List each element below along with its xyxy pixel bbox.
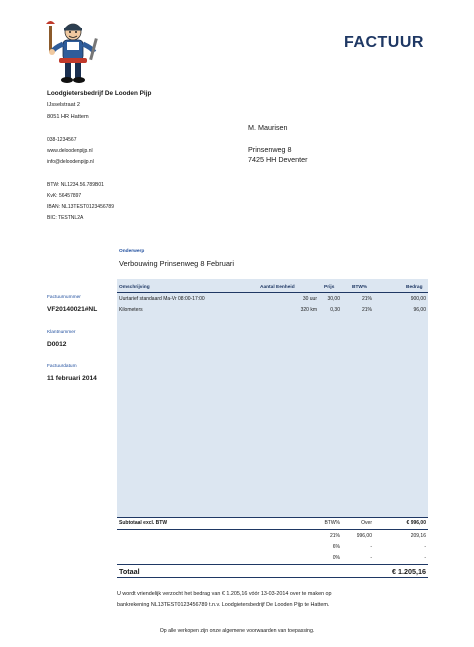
vat-rate: 0% xyxy=(332,555,340,561)
table-row-description: Uurtarief standaard Ma-Vr 08:00-17:00 xyxy=(119,296,205,302)
invoice-number-label: Factuurnummer xyxy=(47,295,81,300)
document-title: FACTUUR xyxy=(344,34,424,51)
terms-footer: Op alle verkopen zijn onze algemene voorwaarden van toepassing. xyxy=(159,628,315,634)
totals-rule-total xyxy=(117,564,428,565)
customer-address xyxy=(248,145,308,165)
totals-col-over: Over xyxy=(361,520,372,526)
subtotal-label: Subtotaal excl. BTW xyxy=(119,520,168,526)
vat-amount: 209,16 xyxy=(410,533,426,539)
company-website: www.deloodenpijp.nl xyxy=(47,148,93,154)
vat-over: 996,00 xyxy=(356,533,372,539)
vat-amount: - xyxy=(424,555,426,561)
company-email: info@deloodenpijp.nl xyxy=(47,159,94,165)
customer-number-label: Klantnummer xyxy=(47,330,76,335)
header-amount: Bedrag xyxy=(406,285,423,290)
company-bic: BIC: TESTNL2A xyxy=(47,215,84,221)
table-row-vat: 21% xyxy=(361,307,372,313)
subject-value: Verbouwing Prinsenweg 8 Februari xyxy=(119,259,235,268)
company-btw: BTW: NL1234.56.789B01 xyxy=(47,182,104,188)
subtotal-amount: € 996,00 xyxy=(406,520,426,526)
vat-over: - xyxy=(370,544,372,550)
payment-note-line2: bankrekening NL13TEST0123456789 t.n.v. Loodgietersbedrijf De Looden Pijp te Hattem. xyxy=(117,602,330,608)
payment-note xyxy=(117,589,447,611)
table-row-amount: 900,00 xyxy=(410,296,426,302)
customer-city: 7425 HH Deventer xyxy=(248,155,308,164)
customer-name: M. Maurisen xyxy=(248,123,288,132)
table-row-quantity: 30 uur xyxy=(302,296,317,302)
company-registration xyxy=(47,180,114,224)
invoice-number: VF20140021#NL xyxy=(47,306,98,313)
table-row-description: Kilometers xyxy=(119,307,143,313)
company-name: Loodgietersbedrijf De Looden Pijp xyxy=(47,90,152,97)
totals-rule-top xyxy=(117,517,428,518)
table-row-amount: 96,00 xyxy=(413,307,426,313)
company-address-line1: IJsselstraat 2 xyxy=(47,102,80,108)
company-logo xyxy=(46,18,100,86)
invoice-date: 11 februari 2014 xyxy=(47,375,97,382)
company-kvk: KvK: 56457897 xyxy=(47,193,82,199)
customer-street: Prinsenweg 8 xyxy=(248,145,292,154)
table-row-price: 0,30 xyxy=(330,307,340,313)
table-row-quantity: 320 km xyxy=(300,307,317,313)
table-row-price: 30,00 xyxy=(327,296,340,302)
total-amount: € 1.205,16 xyxy=(392,567,426,576)
payment-note-line1: U wordt vriendelijk verzocht het bedrag van € 1.205,16 vóór 13-03-2014 over te maken op xyxy=(117,591,332,597)
header-rule xyxy=(117,292,428,293)
vat-over: - xyxy=(370,555,372,561)
header-quantity: Aantal Eenheid xyxy=(260,285,295,290)
header-price: Prijs xyxy=(324,285,335,290)
vat-amount: - xyxy=(424,544,426,550)
vat-rate: 6% xyxy=(332,544,340,550)
items-panel xyxy=(117,279,428,517)
company-phone: 038-1234567 xyxy=(47,137,77,143)
vat-rate: 21% xyxy=(329,533,340,539)
company-iban: IBAN: NL13TEST0123456789 xyxy=(47,204,114,210)
totals-col-vat: BTW% xyxy=(324,520,340,526)
header-vat: BTW% xyxy=(352,285,368,290)
header-description: Omschrijving xyxy=(119,285,150,290)
totals-rule-bottom xyxy=(117,577,428,578)
company-address-line2: 8051 HR Hattem xyxy=(47,113,89,120)
invoice-date-label: Factuurdatum xyxy=(47,364,77,369)
totals-rule-sub xyxy=(117,529,428,530)
customer-number: D0012 xyxy=(47,341,67,348)
company-address xyxy=(47,100,89,123)
subject-label: Onderwerp xyxy=(119,249,145,254)
total-label: Totaal xyxy=(119,567,140,576)
table-row-vat: 21% xyxy=(361,296,372,302)
company-contact xyxy=(47,135,94,168)
